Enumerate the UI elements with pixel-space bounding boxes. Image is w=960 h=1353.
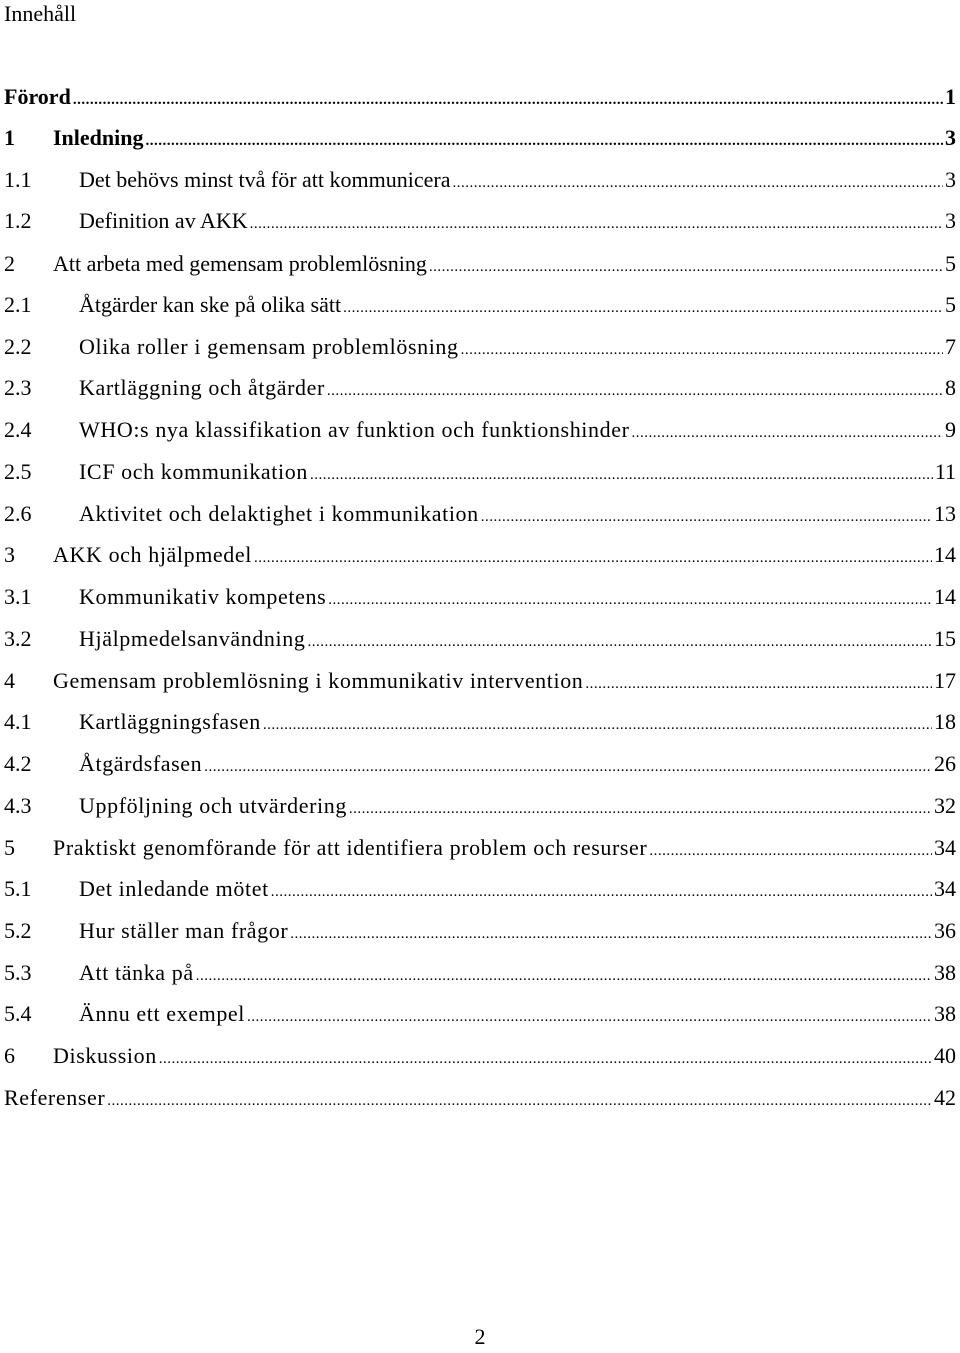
toc-heading: Innehåll bbox=[4, 1, 77, 26]
toc-entry-page: 18 bbox=[934, 709, 956, 734]
toc-dot-leader bbox=[159, 1043, 932, 1075]
toc-entry-5[interactable] bbox=[4, 832, 956, 864]
toc-dot-leader bbox=[328, 584, 932, 616]
toc-entry-title: Praktiskt genomförande för att identifiera problem och resurser bbox=[53, 835, 648, 860]
toc-entry-2-3[interactable] bbox=[4, 372, 956, 404]
toc-entry-number: 2.5 bbox=[4, 459, 32, 484]
toc-entry-page: 9 bbox=[945, 417, 956, 442]
toc-entry-page: 1 bbox=[945, 84, 956, 109]
toc-entry-page: 5 bbox=[945, 251, 956, 276]
toc-entry-page: 32 bbox=[934, 793, 956, 818]
toc-entry-number: 3 bbox=[4, 542, 15, 567]
toc-entry-title: WHO:s nya klassifikation av funktion och funktionshinder bbox=[79, 417, 630, 442]
toc-entry-4-1[interactable] bbox=[4, 706, 956, 738]
toc-entry-title: ICF och kommunikation bbox=[79, 459, 308, 484]
toc-entry-title: Gemensam problemlösning i kommunikativ intervention bbox=[53, 668, 584, 693]
toc-entry-4-3[interactable] bbox=[4, 790, 956, 822]
toc-entry-number: 5 bbox=[4, 835, 15, 860]
toc-dot-leader bbox=[254, 542, 932, 574]
toc-entry-number: 2.1 bbox=[4, 292, 32, 317]
toc-entry-number: 2 bbox=[4, 251, 15, 276]
toc-entry-title: Kommunikativ kompetens bbox=[79, 584, 327, 609]
toc-entry-5-1[interactable] bbox=[4, 873, 956, 905]
toc-entry-number: 1 bbox=[4, 125, 15, 150]
toc-entry-3[interactable] bbox=[4, 539, 956, 571]
toc-entry-page: 13 bbox=[934, 501, 956, 526]
toc-dot-leader bbox=[307, 626, 932, 658]
toc-entry-2[interactable] bbox=[4, 248, 956, 280]
toc-entry-1-1[interactable] bbox=[4, 164, 956, 196]
toc-entry-title: Åtgärdsfasen bbox=[79, 751, 203, 776]
toc-entry-number: 2.2 bbox=[4, 334, 32, 359]
toc-dot-leader bbox=[107, 1085, 932, 1117]
toc-entry-page: 11 bbox=[934, 459, 956, 484]
toc-entry-page: 36 bbox=[934, 918, 956, 943]
toc-entry-title: Förord bbox=[4, 84, 71, 109]
toc-dot-leader bbox=[196, 960, 932, 992]
toc-dot-leader bbox=[452, 167, 943, 199]
toc-dot-leader bbox=[343, 292, 943, 324]
toc-entry-number: 5.3 bbox=[4, 960, 32, 985]
toc-entry-page: 3 bbox=[945, 125, 956, 150]
toc-entry-3-2[interactable] bbox=[4, 623, 956, 655]
toc-dot-leader bbox=[327, 375, 943, 407]
toc-entry-title: Referenser bbox=[4, 1085, 106, 1110]
toc-entry-page: 14 bbox=[934, 584, 956, 609]
toc-entry-title: Ännu ett exempel bbox=[79, 1001, 245, 1026]
toc-entry-4[interactable] bbox=[4, 665, 956, 697]
toc-entry-number: 4.1 bbox=[4, 709, 32, 734]
toc-entry-title: AKK och hjälpmedel bbox=[53, 542, 252, 567]
toc-entry-page: 3 bbox=[945, 167, 956, 192]
toc-entry-number: 3.2 bbox=[4, 626, 32, 651]
toc-entry-1[interactable] bbox=[4, 122, 956, 154]
toc-entry-title: Inledning bbox=[53, 125, 144, 150]
toc-dot-leader bbox=[73, 84, 943, 116]
toc-entry-title: Kartläggning och åtgärder bbox=[79, 375, 325, 400]
toc-entry-5-4[interactable] bbox=[4, 998, 956, 1030]
toc-entry-number: 2.6 bbox=[4, 501, 32, 526]
toc-entry-number: 4.3 bbox=[4, 793, 32, 818]
toc-entry-number: 2.3 bbox=[4, 375, 32, 400]
toc-entry-page: 8 bbox=[945, 375, 956, 400]
toc-entry-page: 5 bbox=[945, 292, 956, 317]
toc-entry-title: Uppföljning och utvärdering bbox=[79, 793, 347, 818]
toc-entry-title: Aktivitet och delaktighet i kommunikation bbox=[79, 501, 479, 526]
toc-entry-3-1[interactable] bbox=[4, 581, 956, 613]
toc-entry-number: 6 bbox=[4, 1043, 15, 1068]
toc-entry-number: 5.4 bbox=[4, 1001, 32, 1026]
toc-entry-2-4[interactable] bbox=[4, 414, 956, 446]
toc-dot-leader bbox=[146, 125, 944, 157]
toc-dot-leader bbox=[263, 709, 932, 741]
toc-dot-leader bbox=[461, 334, 943, 366]
toc-entry-title: Hjälpmedelsanvändning bbox=[79, 626, 306, 651]
toc-entry-page: 3 bbox=[945, 208, 956, 233]
toc-entry-6[interactable] bbox=[4, 1040, 956, 1072]
toc-entry-page: 7 bbox=[945, 334, 956, 359]
toc-entry-number: 2.4 bbox=[4, 417, 32, 442]
toc-dot-leader bbox=[632, 417, 943, 449]
toc-entry-number: 4.2 bbox=[4, 751, 32, 776]
toc-dot-leader bbox=[481, 501, 932, 533]
toc-entry-number: 3.1 bbox=[4, 584, 32, 609]
toc-entry-referenser[interactable] bbox=[4, 1082, 956, 1114]
toc-entry-page: 38 bbox=[934, 960, 956, 985]
toc-entry-page: 42 bbox=[934, 1085, 956, 1110]
toc-entry-page: 34 bbox=[934, 876, 956, 901]
toc-entry-number: 1.1 bbox=[4, 167, 32, 192]
toc-entry-number: 1.2 bbox=[4, 208, 32, 233]
toc-dot-leader bbox=[250, 208, 943, 240]
toc-entry-2-6[interactable] bbox=[4, 498, 956, 530]
toc-entry-number: 4 bbox=[4, 668, 15, 693]
toc-entry-page: 17 bbox=[934, 668, 956, 693]
toc-entry-page: 15 bbox=[934, 626, 956, 651]
toc-entry-2-5[interactable] bbox=[4, 456, 956, 488]
toc-dot-leader bbox=[247, 1001, 932, 1033]
toc-dot-leader bbox=[585, 668, 932, 700]
toc-entry-title: Diskussion bbox=[53, 1043, 157, 1068]
toc-dot-leader bbox=[290, 918, 932, 950]
toc-entry-title: Att arbeta med gemensam problemlösning bbox=[53, 251, 427, 276]
toc-entry-title: Kartläggningsfasen bbox=[79, 709, 261, 734]
toc-entry-1-2[interactable] bbox=[4, 205, 956, 237]
toc-entry-title: Det behövs minst två för att kommunicera bbox=[79, 167, 451, 192]
toc-entry-page: 14 bbox=[934, 542, 956, 567]
toc-entry-page: 26 bbox=[934, 751, 956, 776]
toc-entry-2-1[interactable] bbox=[4, 289, 956, 321]
toc-dot-leader bbox=[649, 835, 932, 867]
toc-entry-5-2[interactable] bbox=[4, 915, 956, 947]
toc-entry-page: 40 bbox=[934, 1043, 956, 1068]
toc-entry-title: Definition av AKK bbox=[79, 208, 248, 233]
toc-entry-title: Att tänka på bbox=[79, 960, 194, 985]
toc-entry-page: 34 bbox=[934, 835, 956, 860]
toc-entry-2-2[interactable] bbox=[4, 331, 956, 363]
toc-dot-leader bbox=[429, 251, 943, 283]
toc-entry-forord[interactable] bbox=[4, 81, 956, 113]
toc-entry-title: Hur ställer man frågor bbox=[79, 918, 289, 943]
toc-entry-page: 38 bbox=[934, 1001, 956, 1026]
toc-entry-title: Olika roller i gemensam problemlösning bbox=[79, 334, 459, 359]
toc-dot-leader bbox=[310, 459, 933, 491]
toc-dot-leader bbox=[349, 793, 932, 825]
toc-entry-4-2[interactable] bbox=[4, 748, 956, 780]
toc-entry-title: Det inledande mötet bbox=[79, 876, 269, 901]
toc-dot-leader bbox=[204, 751, 932, 783]
toc-entry-number: 5.2 bbox=[4, 918, 32, 943]
page-number: 2 bbox=[474, 1324, 486, 1349]
toc-entry-title: Åtgärder kan ske på olika sätt bbox=[79, 292, 342, 317]
toc-entry-number: 5.1 bbox=[4, 876, 32, 901]
toc-dot-leader bbox=[271, 876, 932, 908]
toc-entry-5-3[interactable] bbox=[4, 957, 956, 989]
